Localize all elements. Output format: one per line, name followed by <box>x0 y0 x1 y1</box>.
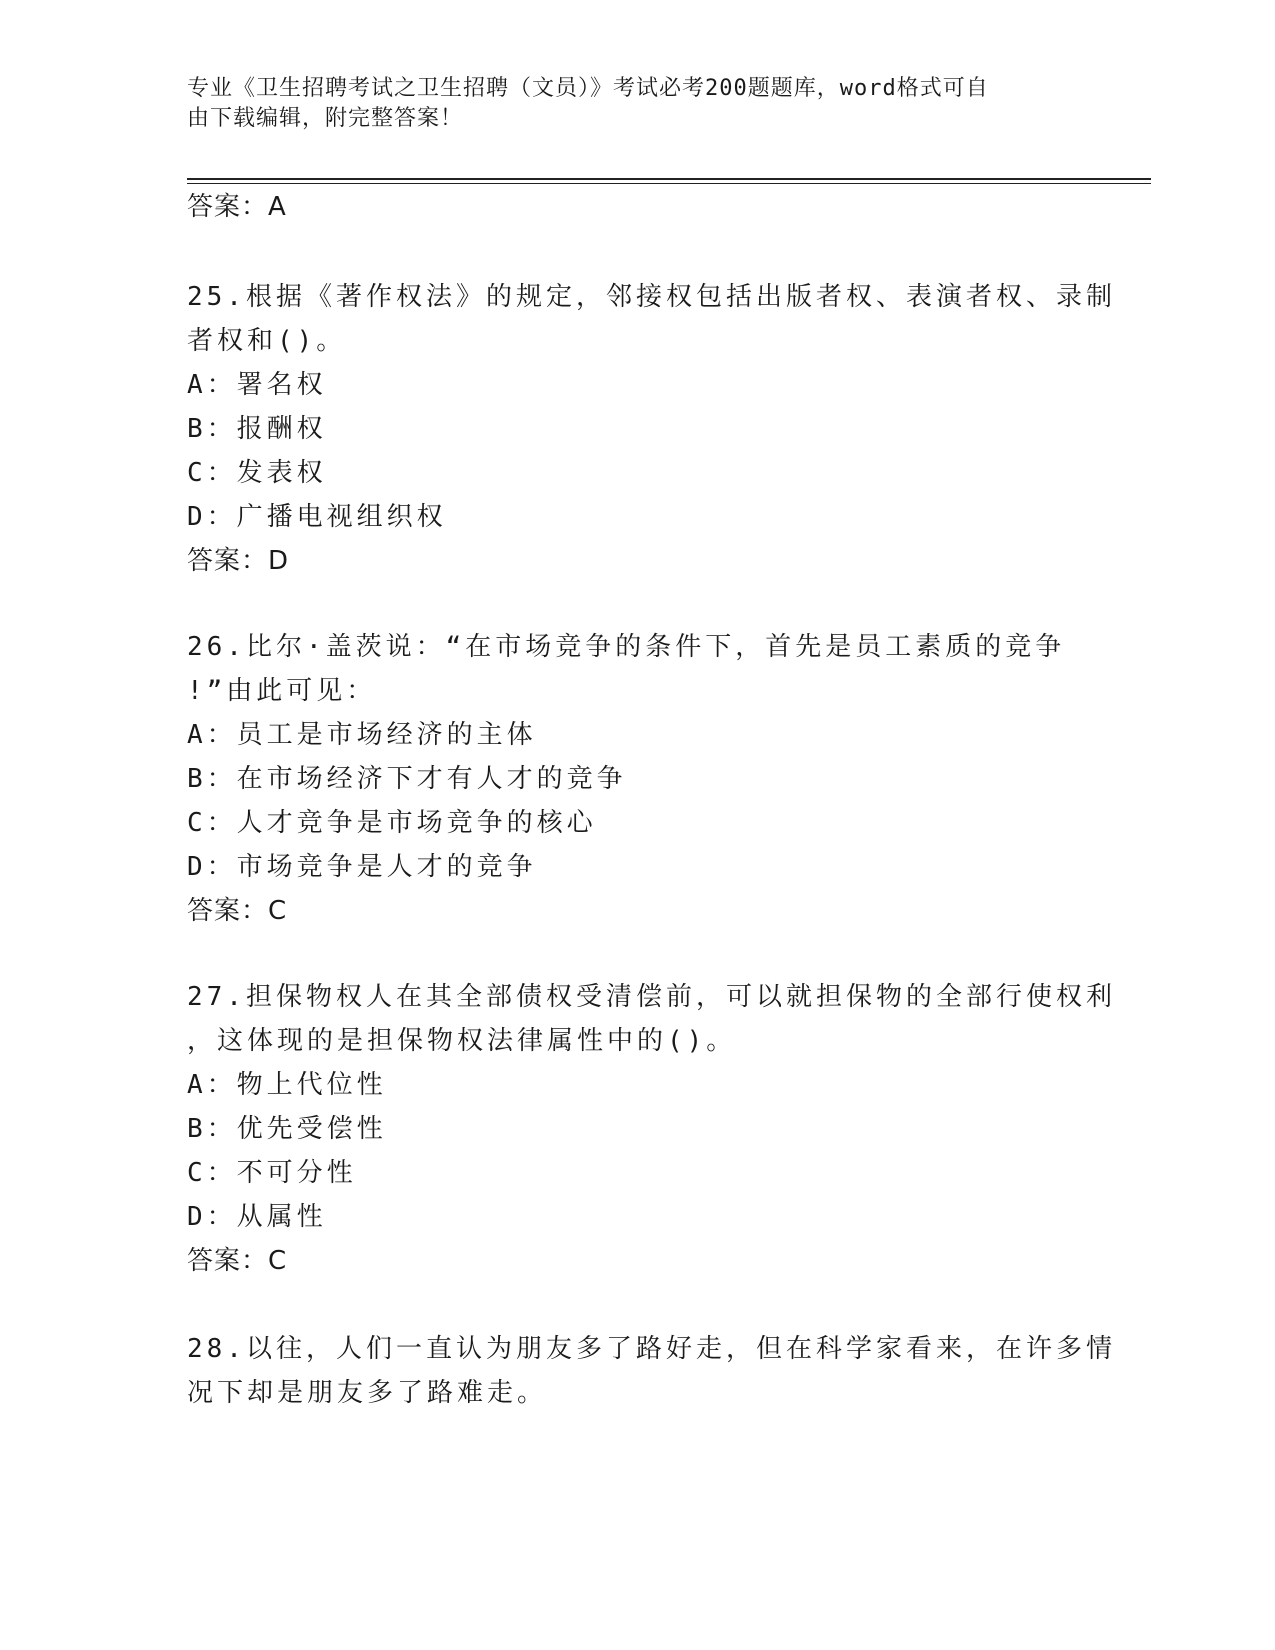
question-27-answer: 答案：C <box>187 1246 288 1276</box>
header-divider-thick <box>187 178 1151 180</box>
header-divider-thin <box>187 183 1151 184</box>
question-25-text-line-1: 25.根据《著作权法》的规定，邻接权包括出版者权、表演者权、录制 <box>187 282 1116 312</box>
question-26-option-a: A：员工是市场经济的主体 <box>187 720 537 750</box>
question-26-text-line-1: 26.比尔·盖茨说：“在市场竞争的条件下，首先是员工素质的竞争 <box>187 632 1066 662</box>
question-27-text-line-2: ，这体现的是担保物权法律属性中的()。 <box>187 1026 737 1056</box>
question-26-option-b: B：在市场经济下才有人才的竞争 <box>187 764 627 794</box>
question-28-text-line-2: 况下却是朋友多了路难走。 <box>187 1378 548 1408</box>
question-26-answer: 答案：C <box>187 896 288 926</box>
question-25-option-c: C：发表权 <box>187 458 327 488</box>
question-25-answer: 答案：D <box>187 546 290 576</box>
question-25-option-b: B：报酬权 <box>187 414 327 444</box>
question-25-option-a: A：署名权 <box>187 370 327 400</box>
header-line-1: 专业《卫生招聘考试之卫生招聘（文员）》考试必考200题题库，word格式可自 <box>187 76 989 101</box>
question-26-option-c: C：人才竞争是市场竞争的核心 <box>187 808 597 838</box>
question-27-text-line-1: 27.担保物权人在其全部债权受清偿前，可以就担保物的全部行使权利 <box>187 982 1116 1012</box>
document-header <box>187 74 1087 134</box>
header-line-2: 由下载编辑，附完整答案！ <box>187 106 464 131</box>
question-25-text-line-2: 者权和()。 <box>187 326 347 356</box>
question-27-option-d: D：从属性 <box>187 1202 327 1232</box>
question-28-text-line-1: 28.以往，人们一直认为朋友多了路好走，但在科学家看来，在许多情 <box>187 1334 1116 1364</box>
question-26-text-line-2: !”由此可见： <box>187 676 377 706</box>
question-25-option-d: D：广播电视组织权 <box>187 502 447 532</box>
previous-answer: 答案：A <box>187 192 287 222</box>
question-27-option-b: B：优先受偿性 <box>187 1114 387 1144</box>
question-26-option-d: D：市场竞争是人才的竞争 <box>187 852 537 882</box>
question-27-option-a: A：物上代位性 <box>187 1070 387 1100</box>
question-27-option-c: C：不可分性 <box>187 1158 357 1188</box>
